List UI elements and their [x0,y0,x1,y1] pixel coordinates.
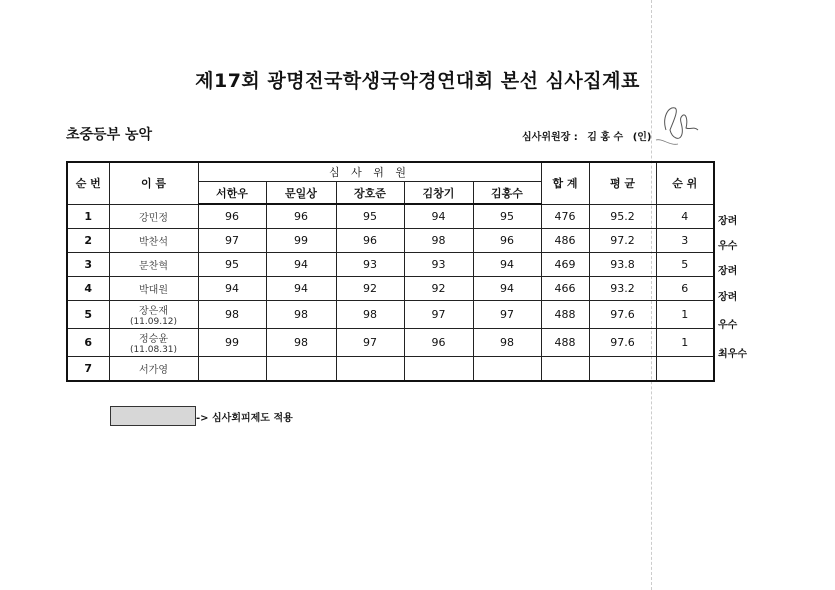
cell-score: 98 [404,229,473,253]
cell-no: 5 [67,301,109,329]
cell-total: 466 [541,277,589,301]
cell-total: 486 [541,229,589,253]
cell-no: 4 [67,277,109,301]
cell-average [589,357,656,382]
header-name: 이 름 [109,162,198,204]
cell-rank: 3 [656,229,714,253]
cell-score: 94 [198,277,266,301]
cell-name: 강민정 [109,204,198,229]
division-label: 초중등부 농악 [66,127,153,143]
award-label: 장려 [718,292,738,303]
cell-score: 93 [404,253,473,277]
cell-score: 94 [266,253,336,277]
cell-score: 96 [266,204,336,229]
header-judges: 심 사 위 원 [198,162,541,182]
cell-score: 94 [404,204,473,229]
header-rank: 순 위 [656,162,714,204]
award-label: 최우수 [718,349,747,360]
cell-no: 6 [67,329,109,357]
chair-label: 심사위원장 : [522,132,578,143]
cell-score: 96 [404,329,473,357]
cell-average: 93.2 [589,277,656,301]
header-judge: 장호준 [336,182,404,205]
header-judge: 김창기 [404,182,473,205]
cell-score [266,357,336,382]
cell-score: 94 [473,253,541,277]
cell-name: 장은재 (11.09.12) [109,301,198,329]
cell-total: 488 [541,301,589,329]
cell-score: 97 [336,329,404,357]
table-row [67,357,714,382]
table-row [67,329,714,357]
cell-average: 95.2 [589,204,656,229]
cell-no: 2 [67,229,109,253]
cell-average: 97.2 [589,229,656,253]
award-label: 장려 [718,266,738,277]
cell-score: 92 [336,277,404,301]
seal-mark: (인) [632,132,652,143]
cell-total: 488 [541,329,589,357]
signature [648,100,708,155]
cell-score [473,357,541,382]
header-judge: 문일상 [266,182,336,205]
cell-name: 정승윤 (11.08.31) [109,329,198,357]
chair-line [522,128,652,143]
cell-score: 96 [198,204,266,229]
cell-score: 98 [198,301,266,329]
cell-no: 7 [67,357,109,382]
cell-rank: 1 [656,329,714,357]
cell-total [541,357,589,382]
header-judge: 서한우 [198,182,266,205]
cell-total: 476 [541,204,589,229]
cell-score: 93 [336,253,404,277]
cell-rank: 6 [656,277,714,301]
cell-score: 96 [473,229,541,253]
cell-score [404,357,473,382]
cell-score: 94 [473,277,541,301]
cell-rank: 5 [656,253,714,277]
cell-no: 3 [67,253,109,277]
cell-score [336,357,404,382]
chair-name: 김 홍 수 [587,132,624,143]
cell-score: 98 [266,301,336,329]
cell-score: 98 [473,329,541,357]
cell-rank: 4 [656,204,714,229]
cell-total: 469 [541,253,589,277]
cell-score: 95 [198,253,266,277]
cell-score: 94 [266,277,336,301]
cell-average: 93.8 [589,253,656,277]
cell-score: 99 [266,229,336,253]
cell-score: 98 [336,301,404,329]
cell-name: 문찬혁 [109,253,198,277]
header-judge: 김홍수 [473,182,541,205]
cell-average: 97.6 [589,329,656,357]
score-table [66,161,715,382]
cell-score: 97 [404,301,473,329]
table-row [67,277,714,301]
table-row [67,229,714,253]
cell-no: 1 [67,204,109,229]
header-total: 합 계 [541,162,589,204]
table-row [67,301,714,329]
cell-score: 95 [473,204,541,229]
header-no: 순 번 [67,162,109,204]
cell-name: 서가영 [109,357,198,382]
legend-swatch [110,406,196,426]
cell-rank: 1 [656,301,714,329]
cell-name: 박찬석 [109,229,198,253]
table-row [67,253,714,277]
table-row [67,204,714,229]
cell-score: 98 [266,329,336,357]
cell-average: 97.6 [589,301,656,329]
cell-rank [656,357,714,382]
cell-score: 96 [336,229,404,253]
award-label: 우수 [718,241,738,252]
cell-score: 92 [404,277,473,301]
cell-score: 97 [473,301,541,329]
cell-score: 97 [198,229,266,253]
cell-score: 99 [198,329,266,357]
header-average: 평 균 [589,162,656,204]
page-title: 제17회 광명전국학생국악경연대회 본선 심사집계표 [195,70,640,92]
cell-name: 박대원 [109,277,198,301]
award-label: 우수 [718,320,738,331]
legend-text: -> 심사회피제도 적용 [196,413,293,424]
cell-score: 95 [336,204,404,229]
cell-score [198,357,266,382]
award-label: 장려 [718,216,738,227]
